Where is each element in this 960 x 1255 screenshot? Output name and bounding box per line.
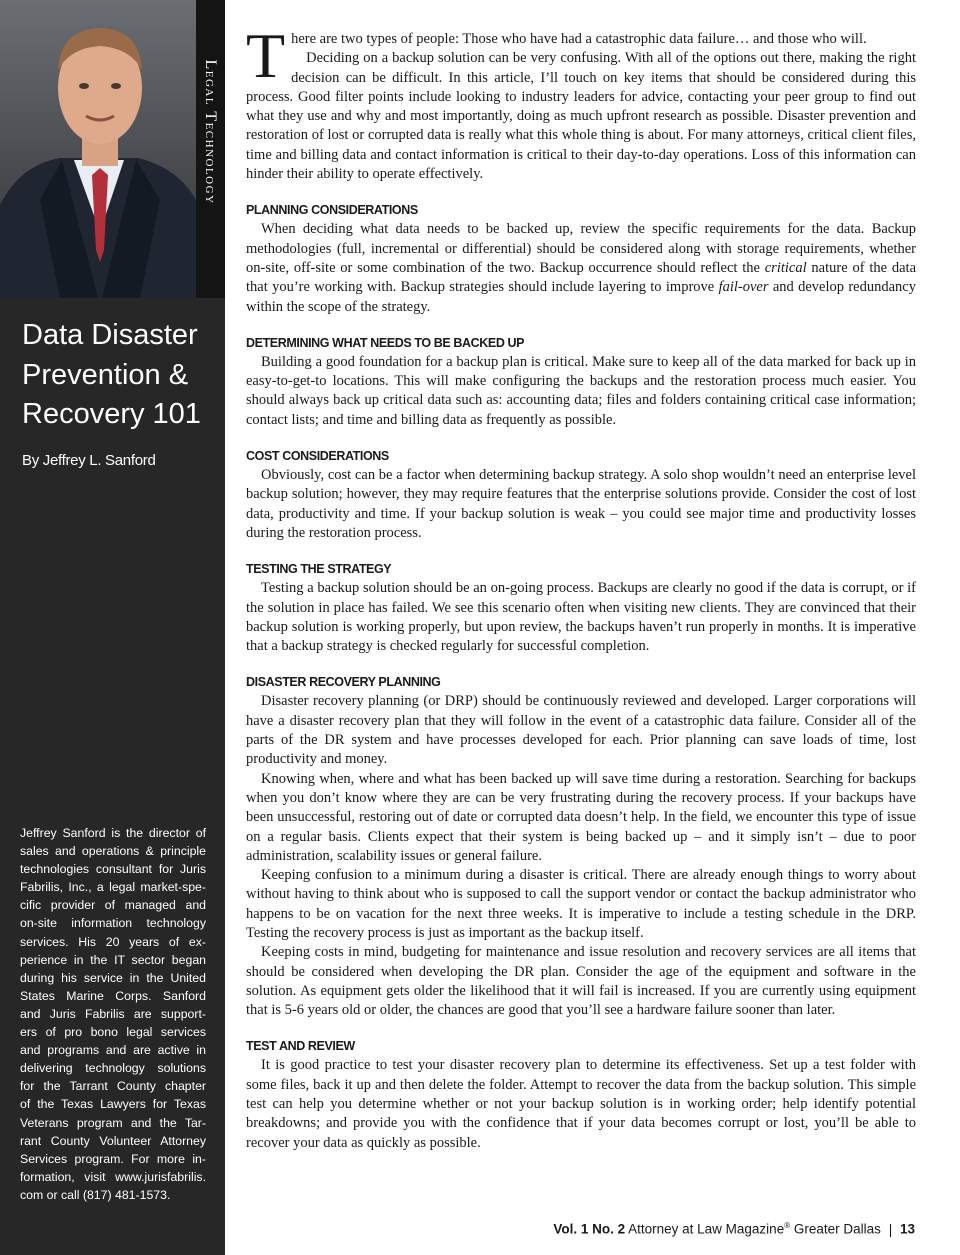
paragraph: Deciding on a backup solution can be very confusing. With all of the options out there, making the right decision can be difficult. In this article, I’ll touch on key items that should be considered during this process. Good filter points include looking to industry leaders for advice, contacting your peer group to find out what they use and why and most importantly, doing as much upfront research as possible. Disaster prevention and restoration of lost or corrupted data is really what this whole thing is about. For many attorneys, critical client files, time and billing data and contact information is critical to their day-to-day operations. Loss of this information can hinder their ability to operate effectively. xyxy=(246,50,916,183)
paragraph: Keeping costs in mind, budgeting for maintenance and issue resolution and recovery services are all items that should be considered when developing the DR plan. Consider the age of the equipment and software in the solution. As equipment gets older the likelihood that it will fail is increased. If you are currently using equipment that is 5-6 years old or older, the chances are good that you’ll see a hardware failure sooner than later. xyxy=(246,944,916,1019)
section-heading: DETERMINING WHAT NEEDS TO BE BACKED UP xyxy=(246,335,525,350)
intro-paragraph: There are two types of people: Those who have had a catastrophic data failure… and those who will. xyxy=(246,20,867,91)
bio-line: on-site information technology xyxy=(20,916,206,931)
bio-line: and programs and are active in xyxy=(20,1043,206,1058)
bio-line: services. His 20 years of ex- xyxy=(20,934,206,949)
bio-line: technologies consultant for Juris xyxy=(20,862,206,877)
paragraph: Disaster recovery planning (or DRP) should be continuously reviewed and developed. Larger corporations will have a disaster recovery plan that they will follow in the event of a catastrophic data failure. Consider all of the parts of the DR system and have processes developed for each. Prior planning can save loads of time, lost productivity and money. xyxy=(246,693,916,768)
bio-line: Services program. For more in- xyxy=(20,1151,206,1166)
bio-line: ers of pro bono legal services xyxy=(20,1025,206,1040)
bio-line: com or call (817) 481-1573. xyxy=(20,1187,171,1202)
bio-line: and Juris Fabrilis are support- xyxy=(20,1006,206,1021)
paragraph: Building a good foundation for a backup plan is critical. Make sure to keep all of the data marked for back up in easy-to-get-to locations. This will make configuring the backups and the restoration process much easier. You should always back up critical data such as: accounting data; files and folders containing critical case information; contact lists; and time and billing data as frequently as possible. xyxy=(246,353,916,428)
sidebar xyxy=(0,0,225,1255)
author-portrait-image xyxy=(0,0,196,298)
section-heading: DISASTER RECOVERY PLANNING xyxy=(246,675,441,690)
bio-line: cific provider of managed and xyxy=(20,898,206,913)
section-heading: PLANNING CONSIDERATIONS xyxy=(246,203,418,218)
page-footer xyxy=(553,1221,915,1237)
paragraph: Obviously, cost can be a factor when determining backup strategy. A solo shop wouldn’t need an enterprise level backup solution; however, they may require features that the enterprise solutions provide. Consider the cost of lost data, productivity and time. If your backup solution is weak – you could see major time and productivity losses during the restoration process. xyxy=(246,467,916,541)
bio-line: during his service in the United xyxy=(20,970,206,985)
byline: By Jeffrey L. Sanford xyxy=(22,452,156,469)
section-heading: TESTING THE STRATEGY xyxy=(246,562,392,577)
author-photo xyxy=(0,0,196,298)
paragraph: Knowing when, where and what has been backed up will save time during a restoration. Searching for backups when you don’t know where they are can be very frustrating during the recovery process. If your backups have been unsuccessful, restoring out of date or corrupted data doesn’t help. In the field, we encounter this type of issue on a regular basis. Clients expect that their system is being backed up – and it simply isn’t – due to poor administration, scalability issues or general failure. xyxy=(246,770,916,864)
section-heading: TEST AND REVIEW xyxy=(246,1039,355,1054)
footer-separator: | xyxy=(888,1221,893,1237)
author-bio xyxy=(20,824,206,1204)
page-number: 13 xyxy=(899,1221,915,1237)
title-line: Recovery 101 xyxy=(22,398,201,430)
bio-line: formation, visit www.jurisfabrilis. xyxy=(20,1169,206,1184)
section-label: Legal Technology xyxy=(202,59,219,205)
bio-line: delivering technology solutions xyxy=(20,1061,206,1076)
edition-name: Greater Dallas xyxy=(793,1221,881,1237)
paragraph: Keeping confusion to a minimum during a disaster is critical. There are already enough things to worry about without having to think about who is supposed to call the support vendor or contact the backup administrator who happens to be on vacation for the next three weeks. It is imperative to include a testing schedule in the DRP. Testing the recovery process is just as important as the backup itself. xyxy=(246,867,916,941)
paragraph: When deciding what data needs to be backed up, review the specific requirements for the data. Backup methodologies (full, incremental or differential) should be considered along with storage requirements, whether on-site, off-site or some combination of the two. Backup occurrence should reflect the critical nature of the data that you’re working with. Backup strategies should include layering to improve fail-over and develop redundancy within the scope of the strategy. xyxy=(246,221,916,315)
magazine-name: Attorney at Law Magazine xyxy=(628,1221,785,1237)
bio-line: Veterans program and the Tar- xyxy=(20,1115,206,1130)
article-body xyxy=(246,20,916,1153)
paragraph: Testing a backup solution should be an on-going process. Backups are clearly no good if the data is corrupt, or if the solution in place has failed. We see this scenario often when visiting new clients. They are convinced that their backup solution is working properly, but upon review, the backups haven’t run properly in months. It is imperative that a backup strategy is checked regularly for successful completion. xyxy=(246,580,916,655)
bio-line: perience in the IT sector began xyxy=(20,952,206,967)
registered-mark: ® xyxy=(784,1221,791,1230)
bio-line: Jeffrey Sanford is the director of xyxy=(20,826,206,840)
section-heading: COST CONSIDERATIONS xyxy=(246,449,389,464)
article-title xyxy=(22,316,217,435)
title-line: Prevention & xyxy=(22,358,189,391)
bio-line: rant County Volunteer Attorney xyxy=(20,1133,206,1148)
bio-line: sales and operations & principle xyxy=(20,844,206,859)
drop-cap: T xyxy=(246,20,286,91)
paragraph: It is good practice to test your disaster recovery plan to determine its effectiveness. Set up a test folder with some files, back it up and then delete the folder. Attempt to recover the data from the backup solution. This simple test can help you determine whether or not your backup solution is in working order; help identify potential breakdowns; and provide you with the confidence that if your data becomes corrupt or lost, you’ll be able to recover your data as quickly as possible. xyxy=(246,1057,916,1151)
bio-line: Fabrilis, Inc., a legal market-spe- xyxy=(20,880,206,895)
bio-line: for the Tarrant County chapter xyxy=(20,1079,206,1094)
volume-label: Vol. 1 No. 2 xyxy=(553,1221,626,1237)
bio-line: States Marine Corps. Sanford xyxy=(20,988,206,1003)
bio-line: of the Texas Lawyers for Texas xyxy=(20,1097,206,1112)
title-line: Data Disaster xyxy=(22,319,198,351)
